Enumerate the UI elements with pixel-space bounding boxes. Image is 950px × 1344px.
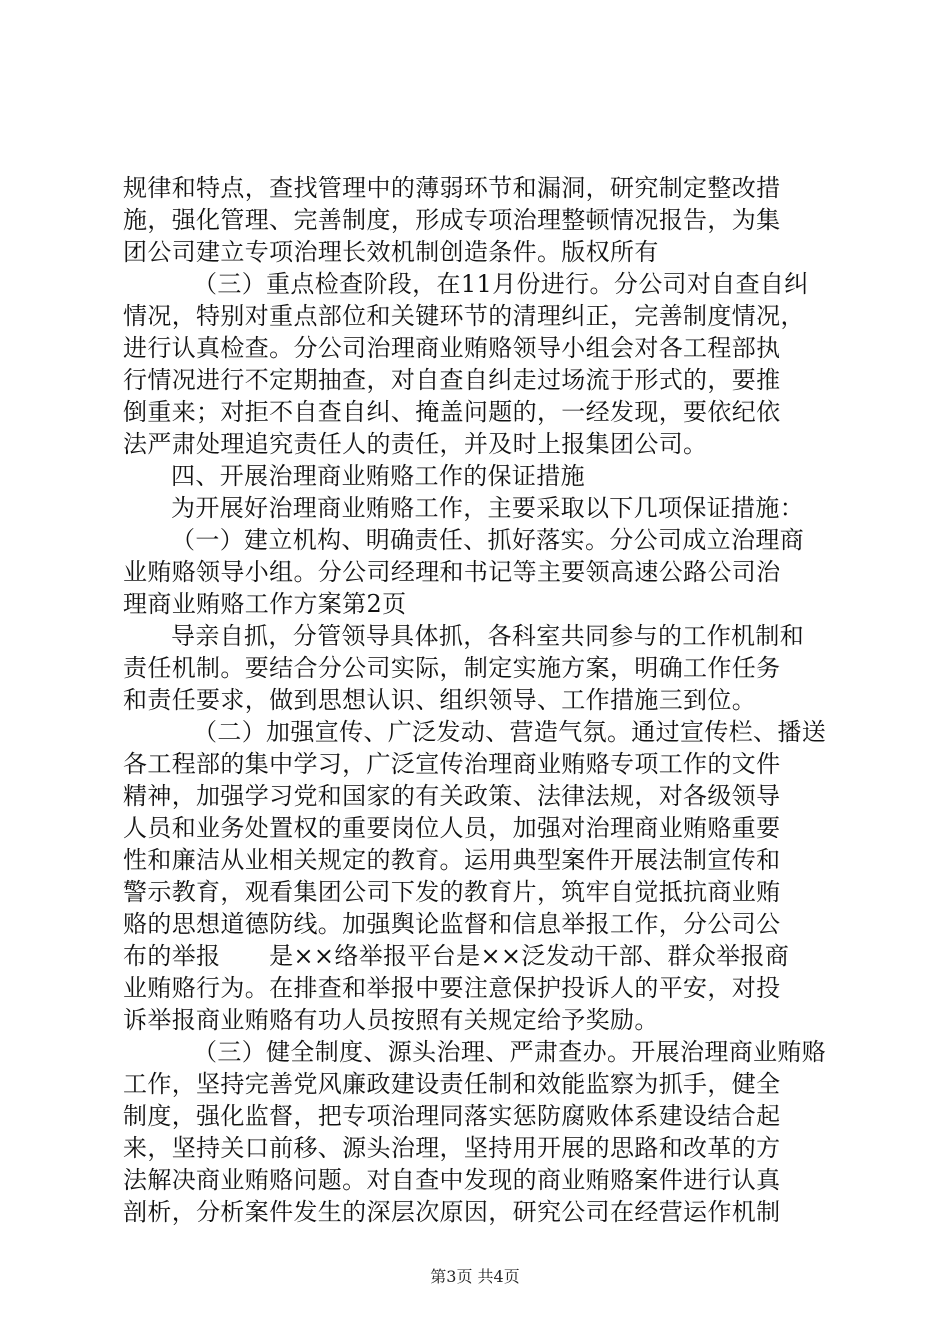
text-line: 理商业贿赂工作方案第2页 xyxy=(123,590,407,618)
text-line: 导亲自抓，分管领导具体抓，各科室共同参与的工作机制和 xyxy=(171,622,805,650)
text-line: 和责任要求，做到思想认识、组织领导、工作措施三到位。 xyxy=(123,686,757,714)
text-line: 工作，坚持完善党风廉政建设责任制和效能监察为抓手，健全 xyxy=(123,1070,781,1098)
text-line: 情况，特别对重点部位和关键环节的清理纠正，完善制度情况， xyxy=(123,302,805,330)
text-line: 来，坚持关口前移、源头治理，坚持用开展的思路和改革的方 xyxy=(123,1134,781,1162)
text-line: 责任机制。要结合分公司实际，制定实施方案，明确工作任务 xyxy=(123,654,781,682)
text-line: （三）健全制度、源头治理、严肃查办。开展治理商业贿赂 xyxy=(193,1038,827,1066)
text-line: 诉举报商业贿赂有功人员按照有关规定给予奖励。 xyxy=(123,1006,659,1034)
text-line: 精神，加强学习党和国家的有关政策、法律法规，对各级领导 xyxy=(123,782,781,810)
body-text xyxy=(123,172,835,1228)
text-line: 行情况进行不定期抽查，对自查自纠走过场流于形式的，要推 xyxy=(123,366,781,394)
text-line: 布的举报 是××络举报平台是××泛发动干部、群众举报商 xyxy=(123,942,790,970)
text-line: 为开展好治理商业贿赂工作，主要采取以下几项保证措施： xyxy=(171,494,805,522)
text-line: 法解决商业贿赂问题。对自查中发现的商业贿赂案件进行认真 xyxy=(123,1166,781,1194)
text-line: 性和廉洁从业相关规定的教育。运用典型案件开展法制宣传和 xyxy=(123,846,781,874)
text-line: 业贿赂领导小组。分公司经理和书记等主要领高速公路公司治 xyxy=(123,558,781,586)
text-line: 各工程部的集中学习，广泛宣传治理商业贿赂专项工作的文件 xyxy=(123,750,781,778)
text-line: （三）重点检查阶段，在11月份进行。分公司对自查自纠 xyxy=(193,270,809,298)
text-line: 四、开展治理商业贿赂工作的保证措施 xyxy=(171,462,585,490)
text-line: 法严肃处理追究责任人的责任，并及时上报集团公司。 xyxy=(123,430,708,458)
text-line: 剖析，分析案件发生的深层次原因，研究公司在经营运作机制 xyxy=(123,1198,781,1226)
text-line: （二）加强宣传、广泛发动、营造气氛。通过宣传栏、播送 xyxy=(193,718,827,746)
text-line: 制度，强化监督，把专项治理同落实惩防腐败体系建设结合起 xyxy=(123,1102,781,1130)
page-footer: 第3页 共4页 xyxy=(430,1267,520,1286)
text-line: 规律和特点，查找管理中的薄弱环节和漏洞，研究制定整改措 xyxy=(123,174,781,202)
text-line: 倒重来；对拒不自查自纠、掩盖问题的，一经发现，要依纪依 xyxy=(123,398,781,426)
text-line: 警示教育，观看集团公司下发的教育片，筑牢自觉抵抗商业贿 xyxy=(123,878,781,906)
text-line: 施，强化管理、完善制度，形成专项治理整顿情况报告，为集 xyxy=(123,206,781,234)
text-line: 人员和业务处置权的重要岗位人员，加强对治理商业贿赂重要 xyxy=(123,814,781,842)
text-line: 团公司建立专项治理长效机制创造条件。版权所有 xyxy=(123,238,659,266)
text-line: 进行认真检查。分公司治理商业贿赂领导小组会对各工程部执 xyxy=(123,334,781,362)
text-line: （一）建立机构、明确责任、抓好落实。分公司成立治理商 xyxy=(171,526,805,554)
text-line: 赂的思想道德防线。加强舆论监督和信息举报工作，分公司公 xyxy=(123,910,781,938)
text-line: 业贿赂行为。在排查和举报中要注意保护投诉人的平安，对投 xyxy=(123,974,781,1002)
